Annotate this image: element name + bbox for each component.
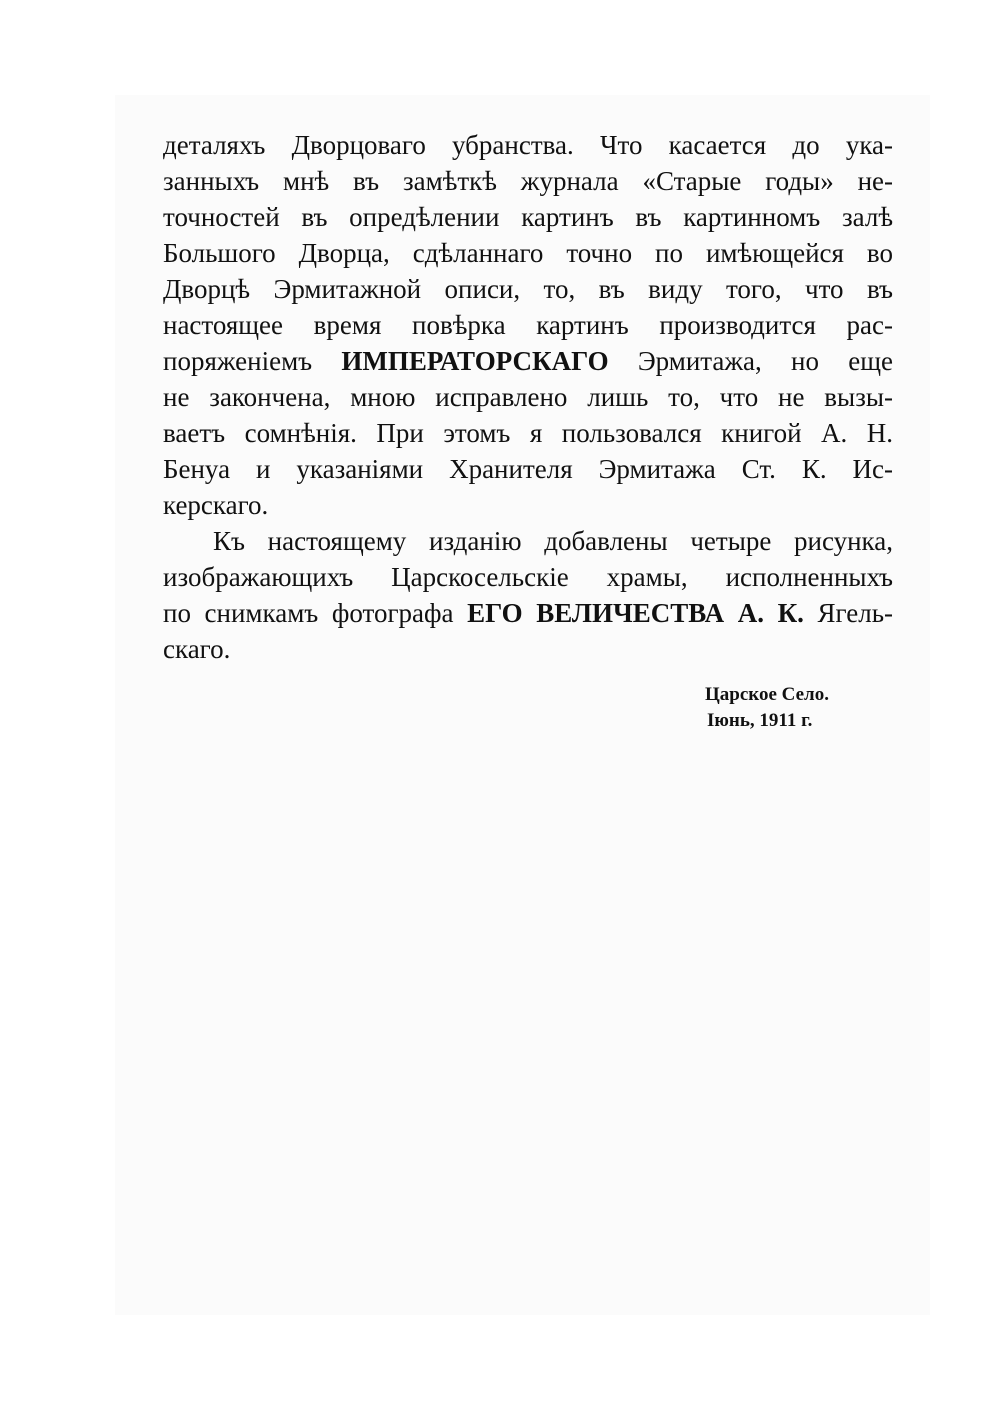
text-line: точностей въ опредѣлении картинъ въ картинномъ залѣ (163, 202, 893, 232)
text-line: не закончена, мною исправлено лишь то, что не вызы- (163, 382, 893, 412)
imperial-title: ЕГО ВЕЛИЧЕСТВА А. К. (467, 598, 804, 628)
text-fragment: поряженіемъ (163, 346, 342, 376)
signature-place: Царское Село. (705, 684, 829, 705)
text-fragment: Ягель- (803, 598, 893, 628)
text-line: ваетъ сомнѣнія. При этомъ я пользовался книгой А. Н. (163, 418, 893, 448)
text-fragment: Эрмитажа, но еще (608, 346, 893, 376)
text-line: деталяхъ Дворцоваго убранства. Что касается до ука- (163, 130, 893, 160)
text-line (163, 595, 893, 631)
imperial-title: ИМПЕРАТОРСКАГО (341, 346, 609, 376)
text-fragment: по снимкамъ фотографа (163, 598, 468, 628)
body-text (163, 127, 893, 667)
signature-date: Іюнь, 1911 г. (707, 710, 813, 731)
text-line: занныхъ мнѣ въ замѣткѣ журнала «Старые годы» не- (163, 166, 893, 196)
text-line (163, 343, 893, 379)
text-line: настоящее время повѣрка картинъ производится рас- (163, 310, 893, 340)
paragraph-start-line: Къ настоящему изданію добавлены четыре рисунка, (213, 526, 893, 556)
text-line: Дворцѣ Эрмитажной описи, то, въ виду того, что въ (163, 274, 893, 304)
text-line: Бенуа и указаніями Хранителя Эрмитажа Ст. К. Ис- (163, 454, 893, 484)
signature-block (705, 682, 829, 734)
text-line: скаго. (163, 634, 231, 664)
text-line: изображающихъ Царскосельскіе храмы, исполненныхъ (163, 562, 893, 592)
text-line: Большого Дворца, сдѣланнаго точно по имѣющейся во (163, 238, 893, 268)
text-line: керскаго. (163, 490, 269, 520)
